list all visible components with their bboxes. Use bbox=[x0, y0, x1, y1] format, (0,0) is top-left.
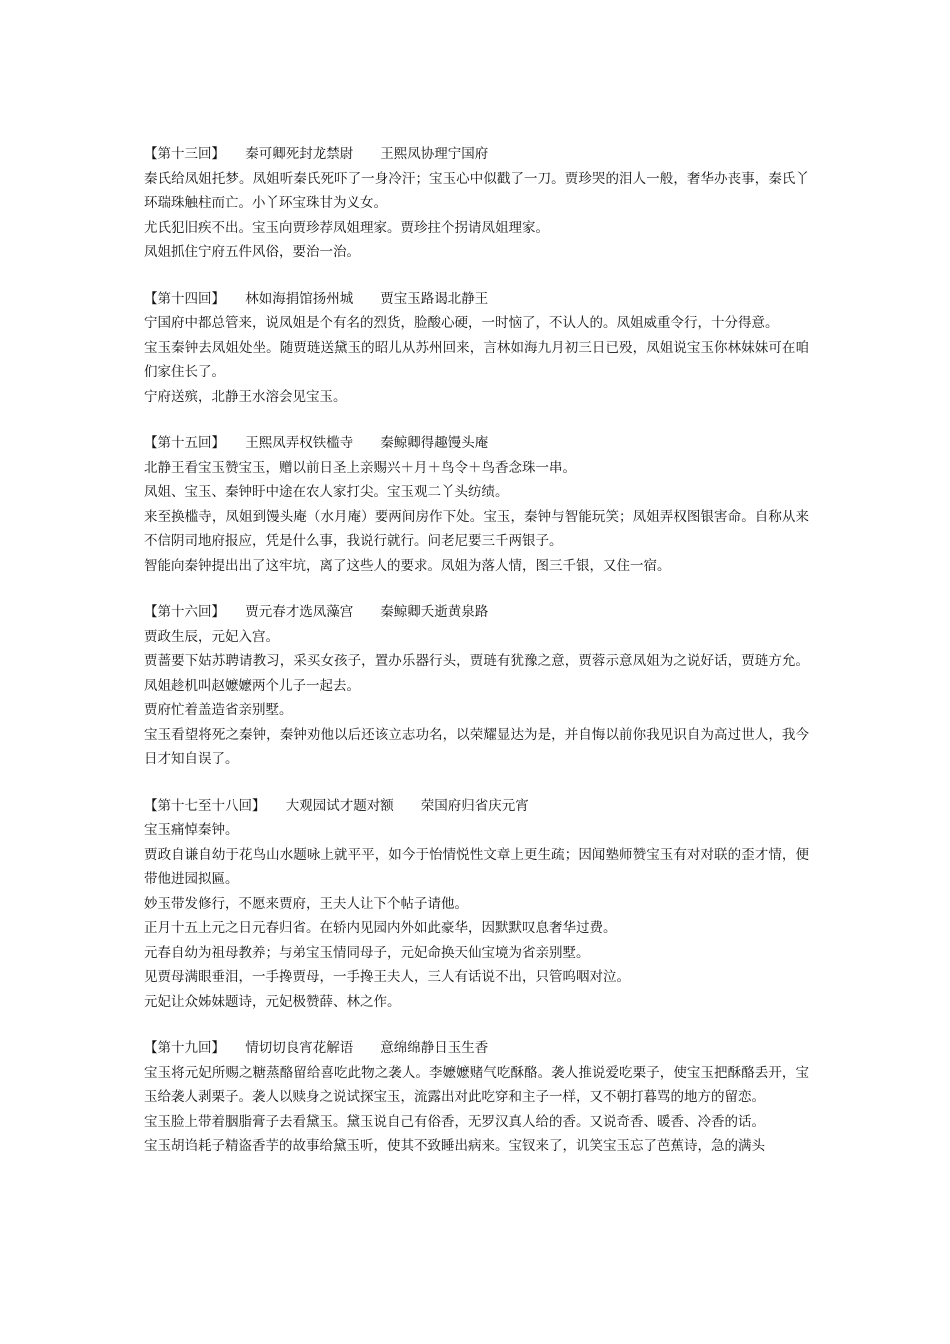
summary-paragraph: 宝玉看望将死之秦钟，秦钟劝他以后还该立志功名，以荣耀显达为是，并自悔以前你我见识自为高过世人，我今日才知自误了。 bbox=[144, 726, 809, 767]
chapter-title-first: 林如海捐馆扬州城 bbox=[245, 290, 354, 307]
summary-paragraph: 宝玉秦钟去凤姐处坐。随贾琏送黛玉的昭儿从苏州回来，言林如海九月初三日已殁，凤姐说宝玉你林妹妹可在咱们家住长了。 bbox=[144, 339, 809, 380]
summary-paragraph: 尤氏犯旧疾不出。宝玉向贾珍荐凤姐理家。贾珍拄个拐请凤姐理家。 bbox=[144, 219, 549, 236]
chapter-heading bbox=[144, 794, 809, 819]
summary-paragraph: 见贾母满眼垂泪，一手搀贾母，一手搀王夫人，三人有话说不出，只管呜咽对泣。 bbox=[144, 969, 630, 985]
summary-paragraph: 正月十五上元之日元春归省。在轿内见园内外如此豪华，因默默叹息奢华过费。 bbox=[144, 920, 617, 936]
summary-paragraph: 贾政生辰，元妃入宫。 bbox=[144, 628, 279, 645]
summary-paragraph: 来至换槛寺，凤姐到馒头庵（水月庵）要两间房作下处。宝玉，秦钟与智能玩笑；凤姐弄权图银害命。自称从来不信阴司地府报应，凭是什么事，我说行就行。问老尼要三千两银子。 bbox=[144, 508, 809, 549]
document-page bbox=[144, 142, 809, 1181]
summary-paragraph: 北静王看宝玉赞宝玉，赠以前日圣上亲赐兴＋月＋鸟令＋鸟香念珠一串。 bbox=[144, 459, 576, 476]
chapter-section bbox=[144, 142, 809, 265]
chapter-section bbox=[144, 431, 809, 578]
chapter-title-first: 情切切良宵花解语 bbox=[245, 1040, 354, 1056]
chapter-title-second: 意绵绵静日玉生香 bbox=[380, 1040, 489, 1056]
chapter-title-first: 大观园试才题对额 bbox=[285, 797, 394, 814]
chapter-heading bbox=[144, 287, 809, 312]
summary-paragraph: 秦氏给凤姐托梦。凤姐听秦氏死吓了一身冷汗；宝玉心中似戳了一刀。贾珍哭的泪人一般，奢华办丧事，秦氏丫环瑞珠触柱而亡。小丫环宝珠甘为义女。 bbox=[144, 170, 809, 211]
chapter-section bbox=[144, 600, 809, 772]
summary-paragraph: 贾蔷要下姑苏聘请教习，采买女孩子，置办乐器行头，贾琏有犹豫之意，贾蓉示意凤姐为之说好话，贾琏方允。凤姐趁机叫赵嬷嬷两个儿子一起去。 bbox=[144, 653, 809, 694]
chapter-title-second: 贾宝玉路谒北静王 bbox=[380, 290, 489, 307]
chapter-number: 【第十四回】 bbox=[144, 290, 219, 307]
chapter-number: 【第十三回】 bbox=[144, 146, 219, 162]
chapter-heading bbox=[144, 1036, 809, 1061]
summary-paragraph: 宝玉胡诌耗子精盗香芋的故事给黛玉听，使其不致睡出病来。宝钗来了，讥笑宝玉忘了芭蕉诗，急的满头 bbox=[144, 1138, 765, 1154]
summary-paragraph: 元春自幼为祖母教养；与弟宝玉情同母子，元妃命换天仙宝境为省亲别墅。 bbox=[144, 944, 590, 961]
chapter-title-second: 秦鲸卿夭逝黄泉路 bbox=[380, 604, 489, 620]
chapter-title-second: 王熙凤协理宁国府 bbox=[380, 146, 489, 162]
summary-paragraph: 宝玉脸上带着胭脂膏子去看黛玉。黛玉说自己有俗香，无罗汉真人给的香。又说奇香、暖香、冷香的话。 bbox=[144, 1113, 765, 1130]
summary-paragraph: 贾政自谦自幼于花鸟山水题咏上就平平，如今于怡情悦性文章上更生疏；因闻塾师赞宝玉有对对联的歪才情，便带他进园拟匾。 bbox=[144, 846, 809, 887]
summary-paragraph: 宁府送殡，北静王水溶会见宝玉。 bbox=[144, 388, 347, 405]
summary-paragraph: 妙玉带发修行，不愿来贾府，王夫人让下个帖子请他。 bbox=[144, 895, 468, 912]
chapter-title-second: 秦鲸卿得趣馒头庵 bbox=[380, 435, 489, 451]
summary-paragraph: 宝玉将元妃所赐之糖蒸酪留给喜吃此物之袭人。李嬷嬷赌气吃酥酪。袭人推说爱吃栗子，使宝玉把酥酪丢开，宝玉给袭人剥栗子。袭人以赎身之说试探宝玉，流露出对此吃穿和主子一样，又不朝打暮骂的地方的留恋。 bbox=[144, 1064, 809, 1105]
chapter-number: 【第十五回】 bbox=[144, 435, 219, 451]
summary-paragraph: 宝玉痛悼秦钟。 bbox=[144, 822, 239, 838]
chapter-title-first: 贾元春才选凤藻宫 bbox=[245, 604, 354, 620]
summary-paragraph: 贾府忙着盖造省亲别墅。 bbox=[144, 702, 293, 718]
summary-paragraph: 元妃让众姊妹题诗，元妃极赞薛、林之作。 bbox=[144, 993, 401, 1010]
chapter-section bbox=[144, 287, 809, 410]
summary-paragraph: 凤姐、宝玉、秦钟盱中途在农人家打尖。宝玉观二丫头纺绩。 bbox=[144, 484, 509, 500]
chapter-heading bbox=[144, 600, 809, 625]
chapter-title-first: 秦可卿死封龙禁尉 bbox=[245, 146, 354, 162]
summary-paragraph: 宁国府中都总管来，说凤姐是个有名的烈货，脸酸心硬，一时恼了，不认人的。凤姐威重令行，十分得意。 bbox=[144, 315, 779, 331]
chapter-heading bbox=[144, 142, 809, 167]
chapter-section bbox=[144, 1036, 809, 1159]
summary-paragraph: 凤姐抓住宁府五件风俗，要治一治。 bbox=[144, 244, 360, 260]
chapter-number: 【第十七至十八回】 bbox=[144, 797, 259, 814]
chapter-section bbox=[144, 794, 809, 1015]
summary-paragraph: 智能向秦钟提出出了这牢坑，离了这些人的要求。凤姐为落人情，图三千银，又住一宿。 bbox=[144, 557, 671, 574]
chapter-title-first: 王熙凤弄权铁槛寺 bbox=[245, 435, 354, 451]
chapter-title-second: 荣国府归省庆元宵 bbox=[420, 797, 529, 814]
chapter-number: 【第十六回】 bbox=[144, 604, 219, 620]
chapter-heading bbox=[144, 431, 809, 456]
chapter-number: 【第十九回】 bbox=[144, 1040, 219, 1056]
